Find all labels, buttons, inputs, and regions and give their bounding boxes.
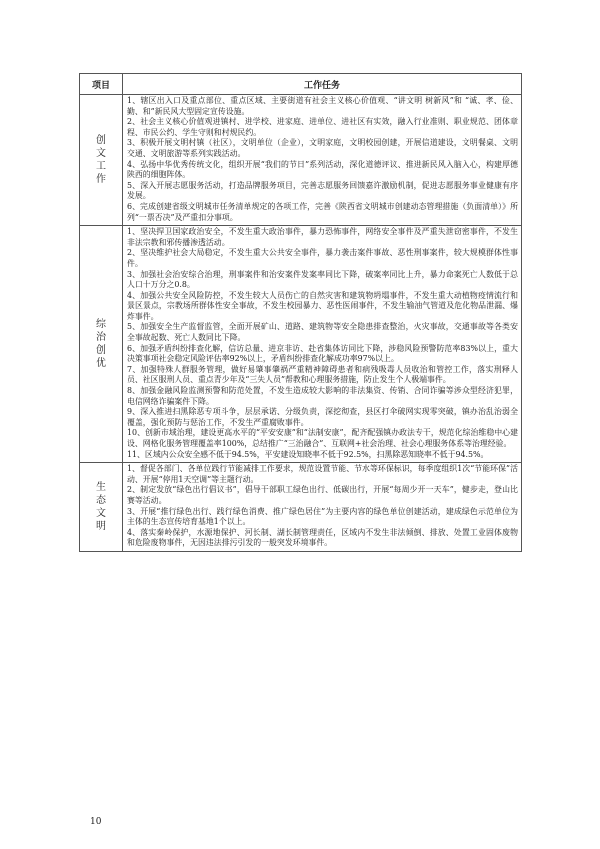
task-item: 3、开展“推行绿色出行、践行绿色消费、推广绿色居住”为主要内容的绿色单位创建活动，建成绿色示范单位为主体的生态宣传培育基地1个以上。 bbox=[127, 506, 518, 527]
task-item: 6、完成创建省级文明城市任务清单规定的各项工作，完善《陕西省文明城市创建动态管理措施（负面清单）》所列“一票否决”及严重扣分事项。 bbox=[127, 201, 518, 222]
row-content bbox=[123, 95, 522, 226]
row-label-cell bbox=[80, 226, 123, 463]
table-row bbox=[80, 463, 522, 552]
task-item: 4、落实秦岭保护，水源地保护、河长制、湖长制管理责任，区域内不发生非法倾倒、排放、处置工业固体废物和危险废物事件，无因违法排污引发的一般突发环境事件。 bbox=[127, 527, 518, 548]
task-item: 5、深入开展志愿服务活动，打造品牌服务项目，完善志愿服务回馈嘉许激励机制，促进志愿服务事业健康有序发展。 bbox=[127, 180, 518, 201]
task-item: 7、加强特殊人群服务管理，做好易肇事肇祸严重精神障碍患者和病残吸毒人员收治和管控工作，落实刑释人员、社区服刑人员、重点青少年及“三失人员”帮教和心理服务措施，防止发生个人极端事件。 bbox=[127, 364, 518, 385]
task-item: 5、加强安全生产监督监管，全面开展矿山、道路、建筑物等安全隐患排查整治，火灾事故，交通事故等各类安全事故起数、死亡人数同比下降。 bbox=[127, 322, 518, 343]
header-item: 项目 bbox=[80, 74, 123, 95]
task-item: 2、社会主义核心价值观进镇村、进学校、进家庭、进单位、进社区有实效，融入行业准则、职业规范、团体章程、市民公约、学生守则和村规民约。 bbox=[127, 117, 518, 137]
task-item: 4、加强公共安全风险防控，不发生较大人员伤亡的自然灾害和建筑物坍塌事件，不发生重大动植物疫情流行和景区景点，宗教场所群体性安全事故，不发生校园暴力、恶性医闹事件，不发生输油气管道及危化物品泄漏、爆炸事件。 bbox=[127, 290, 518, 321]
table-row bbox=[80, 226, 522, 463]
row-label: 创文工作 bbox=[96, 135, 106, 186]
task-item: 3、积极开展文明村镇（社区），文明单位（企业），文明家庭，文明校园创建，开展信道建设，文明餐桌、文明交通、文明旅游等系列实践活动。 bbox=[127, 138, 518, 158]
row-label: 综治创优 bbox=[96, 319, 106, 370]
row-label-cell bbox=[80, 95, 123, 226]
task-table bbox=[79, 73, 522, 552]
row-label-cell bbox=[80, 463, 123, 552]
header-row bbox=[80, 74, 522, 95]
task-item: 10、创新市域治理，建设更高水平的“平安安康”和“法制安康”，配齐配强镇办政法专干，规范化综治维稳中心建设、网格化服务管理覆盖率100%，总结推广“三治融合”、互联网+社会治理、社会心理服务体系等治理经验。 bbox=[127, 428, 518, 448]
task-item: 11、区域内公众安全感不低于94.5%，平安建设知晓率不低于92.5%，扫黑除恶知晓率不低于94.5%。 bbox=[127, 449, 489, 459]
row-label: 生态文明 bbox=[96, 482, 106, 533]
task-item: 2、坚决维护社会大局稳定，不发生重大公共安全事件，暴力袭击案件事故、恶性刑事案件，较大规模群体性事件。 bbox=[127, 248, 518, 268]
row-content bbox=[123, 226, 522, 463]
task-item: 9、深入推进扫黑除恶专项斗争，层层承诺、分级负责，深挖彻查，县区打伞破网实现零突破，镇办治乱治弱全覆盖，强化预防与惩治工作，不发生严重腐败事件。 bbox=[127, 407, 518, 427]
task-item: 4、弘扬中华优秀传统文化，组织开展“我们的节日”系列活动，深化道德评议、推进新民风入脑入心，构建厚德陕西的细胞阵体。 bbox=[127, 159, 518, 180]
task-item: 1、坚决捍卫国家政治安全，不发生重大政治事件，暴力恐怖事件，网络安全事件及严重失泄窃密事件，不发生非法宗教和邪传播渗透活动。 bbox=[127, 227, 518, 247]
header-task: 工作任务 bbox=[123, 74, 522, 95]
task-item: 3、加强社会治安综合治理，刑事案件和治安案件发案率同比下降，破案率同比上升，暴力命案死亡人数低于总人口十万分之0.8。 bbox=[127, 269, 518, 290]
row-content bbox=[123, 463, 522, 552]
page-number: 10 bbox=[90, 817, 102, 827]
task-item: 1、辖区出入口及重点部位、重点区域、主要街道有社会主义核心价值观、“讲文明 树新风”和 “诚、孝、俭、勤、和”新民风大型固定宣传设施。 bbox=[127, 96, 518, 116]
table-row bbox=[80, 95, 522, 226]
task-item: 1、督促各部门、各单位践行节能减排工作要求，规范设置节能、节水等环保标识，每季度组织1次“节能环保”活动、开展“停用1天空调”等主题行动。 bbox=[127, 464, 518, 484]
task-item: 6、加强矛盾纠纷排查化解，信访总量、进京非访、赴省集体访同比下降，涉稳风险预警防范率83%以上，重大决策事项社会稳定风险评估率92%以上，矛盾纠纷排查化解成功率97%以上。 bbox=[127, 343, 518, 364]
task-item: 2、制定发放“绿色出行倡议书”，倡导干部职工绿色出行、低碳出行，开展“每周少开一天车”，健步走，登山比赛等活动。 bbox=[127, 485, 518, 505]
task-item: 8、加强金融风险监测预警和防范处置，不发生造成较大影响的非法集资、传销、合同诈骗等涉众型经济犯罪，电信网络诈骗案件下降。 bbox=[127, 386, 518, 406]
